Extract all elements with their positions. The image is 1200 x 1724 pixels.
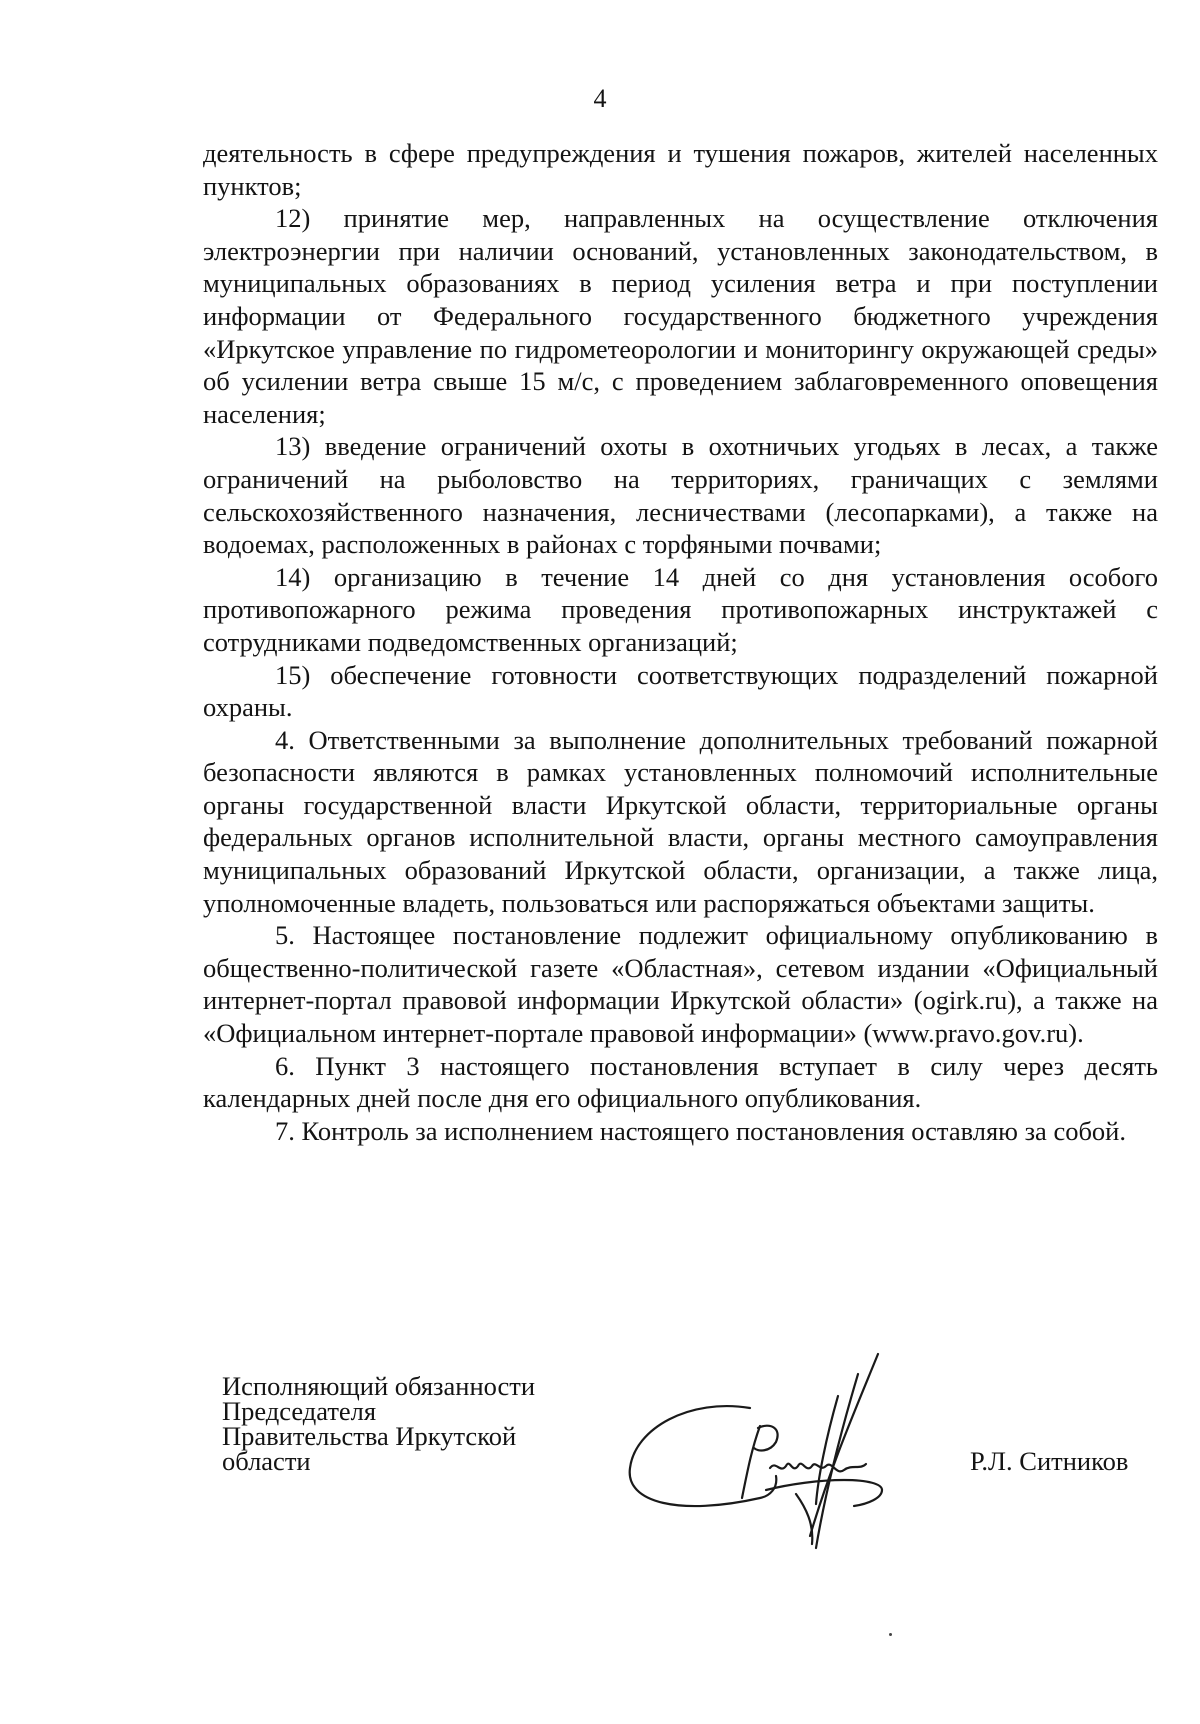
paragraph-clause-4: 4. Ответственными за выполнение дополнительных требований пожарной безопасности являются в рамках установленных полномочий исполнительные органы государственной власти Иркутской области, территориальные органы федеральных органов исполнительной власти, органы местного самоуправления муниципальных образований Иркутской области, организации, а также лица, уполномоченные владеть, пользоваться или распоряжаться объектами защиты. — [203, 724, 1158, 918]
paragraph-item-13: 13) введение ограничений охоты в охотничьих угодьях в лесах, а также ограничений на рыболовство на территориях, граничащих с землями сельскохозяйственного назначения, лесничествами (лесопарками), а также на водоемах, расположенных в районах с торфяными почвами; — [203, 431, 1158, 560]
paragraph-item-14: 14) организацию в течение 14 дней со дня установления особого противопожарного режима проведения противопожарных инструктажей с сотрудниками подведомственных организаций; — [203, 561, 1158, 657]
document-body — [203, 137, 1158, 1147]
paragraph-clause-5: 5. Настоящее постановление подлежит официальному опубликованию в общественно-политической газете «Областная», сетевом издании «Официальный интернет-портал правовой информации Иркутской области» (ogirk.ru), а также на «Официальном интернет-портале правовой информации» (www.pravo.gov.ru). — [203, 920, 1158, 1049]
page-number: 4 — [593, 84, 607, 113]
paragraph-continuation: деятельность в сфере предупреждения и тушения пожаров, жителей населенных пунктов; — [203, 138, 1158, 201]
paragraph-item-12: 12) принятие мер, направленных на осуществление отключения электроэнергии при наличии оснований, установленных законодательством, в муниципальных образованиях в период усиления ветра и при поступлении информации от Федерального государственного бюджетного учреждения «Иркутское управление по гидрометеорологии и мониторингу окружающей среды» об усилении ветра свыше 15 м/с, с проведением заблаговременного оповещения населения; — [203, 203, 1158, 429]
paragraph-clause-7: 7. Контроль за исполнением настоящего постановления оставляю за собой. — [275, 1115, 1126, 1146]
position-line: области — [222, 1446, 311, 1476]
paragraph-clause-6: 6. Пункт 3 настоящего постановления вступает в силу через десять календарных дней после дня его официального опубликования. — [203, 1050, 1158, 1114]
position-line: Председателя — [222, 1396, 377, 1426]
position-line: Исполняющий обязанности — [222, 1371, 536, 1401]
paragraph-item-15: 15) обеспечение готовности соответствующих подразделений пожарной охраны. — [203, 659, 1158, 723]
signer-name: Р.Л. Ситников — [970, 1446, 1129, 1476]
scan-speck — [889, 1633, 892, 1636]
position-line: Правительства Иркутской — [222, 1421, 517, 1451]
signatory-position — [222, 1371, 582, 1476]
handwritten-signature — [620, 1348, 950, 1558]
